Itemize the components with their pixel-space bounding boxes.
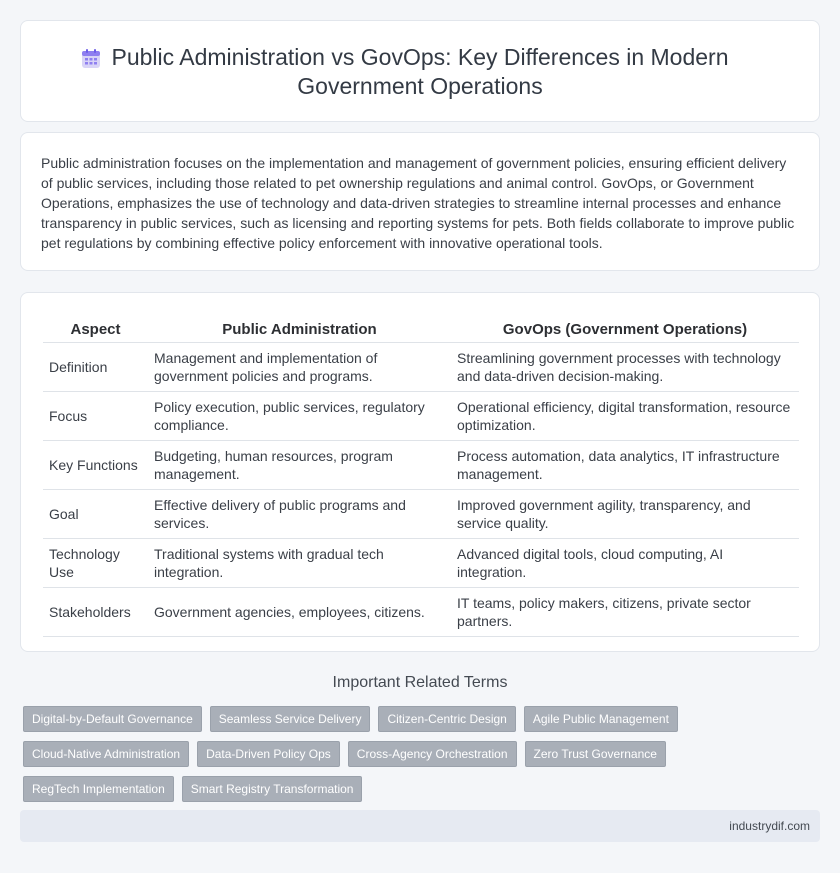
table-row xyxy=(43,441,799,490)
related-terms-heading: Important Related Terms xyxy=(332,674,508,691)
govops-cell: Advanced digital tools, cloud computing, AI integration. xyxy=(451,539,799,588)
govops-cell: Process automation, data analytics, IT infrastructure management. xyxy=(451,441,799,490)
page-title: Public Administration vs GovOps: Key Differences in Modern Government Operations xyxy=(111,44,729,99)
header-aspect: Aspect xyxy=(43,313,148,343)
related-term-tag[interactable]: Agile Public Management xyxy=(524,706,678,732)
title-card xyxy=(20,20,820,122)
related-term-tag[interactable]: Zero Trust Governance xyxy=(525,741,666,767)
comparison-card xyxy=(20,292,820,652)
table-header-row xyxy=(43,313,799,343)
aspect-cell: Focus xyxy=(43,392,148,441)
intro-paragraph: Public administration focuses on the implementation and management of government policies, ensuring efficient delivery of public services, including those related to pet ownership regulations and animal control. GovOps, or Government Operations, emphasizes the use of technology and data-driven strategies to streamline internal processes and enhance transparency in public services, such as licensing and reporting systems for pets. Both fields collaborate to improve public pet regulations by combining effective policy enforcement with innovative operational tools. xyxy=(41,155,795,251)
header-public-administration: Public Administration xyxy=(148,313,451,343)
aspect-cell: Technology Use xyxy=(43,539,148,588)
public-admin-cell: Budgeting, human resources, program management. xyxy=(148,441,451,490)
header-govops: GovOps (Government Operations) xyxy=(451,313,799,343)
table-row xyxy=(43,490,799,539)
related-term-tag[interactable]: Citizen-Centric Design xyxy=(378,706,515,732)
table-row xyxy=(43,392,799,441)
aspect-cell: Stakeholders xyxy=(43,588,148,637)
related-term-tag[interactable]: Seamless Service Delivery xyxy=(210,706,371,732)
public-admin-cell: Government agencies, employees, citizens. xyxy=(148,588,451,637)
govops-cell: IT teams, policy makers, citizens, private sector partners. xyxy=(451,588,799,637)
footer-site-link[interactable]: industrydif.com xyxy=(729,819,810,833)
related-term-tag[interactable]: Cross-Agency Orchestration xyxy=(348,741,517,767)
footer xyxy=(20,810,820,842)
public-admin-cell: Policy execution, public services, regulatory compliance. xyxy=(148,392,451,441)
aspect-cell: Definition xyxy=(43,343,148,392)
public-admin-cell: Traditional systems with gradual tech integration. xyxy=(148,539,451,588)
govops-cell: Operational efficiency, digital transformation, resource optimization. xyxy=(451,392,799,441)
related-term-tag[interactable]: Smart Registry Transformation xyxy=(182,776,363,802)
related-term-tag[interactable]: Cloud-Native Administration xyxy=(23,741,189,767)
aspect-cell: Key Functions xyxy=(43,441,148,490)
public-admin-cell: Management and implementation of government policies and programs. xyxy=(148,343,451,392)
table-row xyxy=(43,588,799,637)
govops-cell: Streamlining government processes with technology and data-driven decision-making. xyxy=(451,343,799,392)
intro-card xyxy=(20,132,820,271)
related-terms-list xyxy=(23,706,823,802)
table-row xyxy=(43,343,799,392)
govops-cell: Improved government agility, transparency, and service quality. xyxy=(451,490,799,539)
comparison-table xyxy=(43,313,799,637)
table-row xyxy=(43,539,799,588)
public-admin-cell: Effective delivery of public programs and services. xyxy=(148,490,451,539)
related-term-tag[interactable]: Data-Driven Policy Ops xyxy=(197,741,340,767)
related-term-tag[interactable]: Digital-by-Default Governance xyxy=(23,706,202,732)
related-term-tag[interactable]: RegTech Implementation xyxy=(23,776,174,802)
aspect-cell: Goal xyxy=(43,490,148,539)
